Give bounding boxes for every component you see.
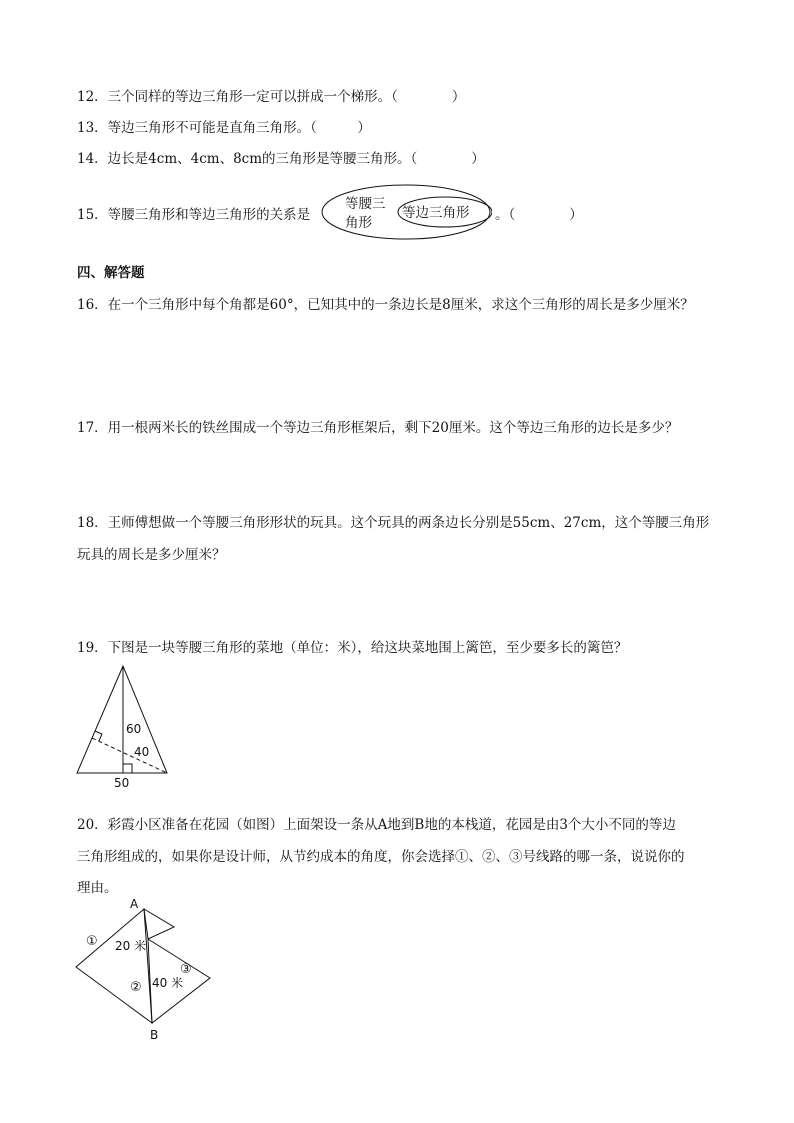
route-1-label: ① xyxy=(86,934,98,949)
question-20-line3: 理由。 xyxy=(77,880,118,896)
side-height-label: 40 xyxy=(134,745,150,759)
question-13: 13．等边三角形不可能是直角三角形。（ ） xyxy=(77,120,371,136)
question-19: 19．下图是一块等腰三角形的菜地（单位：米），给这块菜地围上篱笆，至少要多长的篱笆？ xyxy=(77,640,628,656)
venn-inner-label: 等边三角形 xyxy=(402,205,470,221)
venn-outer-label-line2: 角形 xyxy=(345,215,372,231)
question-18-line2: 玩具的周长是多少厘米？ xyxy=(77,547,226,563)
question-20-line2: 三角形组成的，如果你是设计师，从节约成本的角度，你会选择①、②、③号线路的哪一条，说说你的 xyxy=(77,849,685,865)
base-label: 50 xyxy=(114,776,130,790)
large-side-label: 40 米 xyxy=(152,976,184,990)
question-17: 17．用一根两米长的铁丝围成一个等边三角形框架后，剩下20厘米。这个等边三角形的边长是多少？ xyxy=(77,420,679,436)
section-heading: 四、解答题 xyxy=(77,265,145,281)
route-2-label: ② xyxy=(130,980,142,995)
point-a-label: A xyxy=(130,897,139,911)
question-20-line1: 20．彩霞小区准备在花园（如图）上面架设一条从A地到B地的本栈道，花园是由3个大小不同的等边 xyxy=(77,817,676,833)
isosceles-triangle-figure xyxy=(70,660,180,792)
question-12: 12．三个同样的等边三角形一定可以拼成一个梯形。（ ） xyxy=(77,89,466,105)
question-15-text: 15．等腰三角形和等边三角形的关系是 xyxy=(77,207,311,223)
route-3-label: ③ xyxy=(180,962,192,977)
question-18-line1: 18．王师傅想做一个等腰三角形形状的玩具。这个玩具的两条边长分别是55cm、27cm，这个等腰三角形 xyxy=(77,515,710,531)
question-16: 16．在一个三角形中每个角都是60°，已知其中的一条边长是8厘米，求这个三角形的周长是多少厘米？ xyxy=(77,297,694,313)
small-side-label: 20 米 xyxy=(115,939,147,953)
height-label: 60 xyxy=(126,722,142,736)
venn-outer-label-line1: 等腰三 xyxy=(345,196,386,212)
garden-route-figure xyxy=(70,893,220,1043)
question-14: 14．边长是4cm、4cm、8cm的三角形是等腰三角形。（ ） xyxy=(77,151,485,167)
question-15-answer: 。（ ） xyxy=(495,207,583,223)
point-b-label: B xyxy=(150,1028,159,1042)
venn-diagram xyxy=(320,183,492,241)
